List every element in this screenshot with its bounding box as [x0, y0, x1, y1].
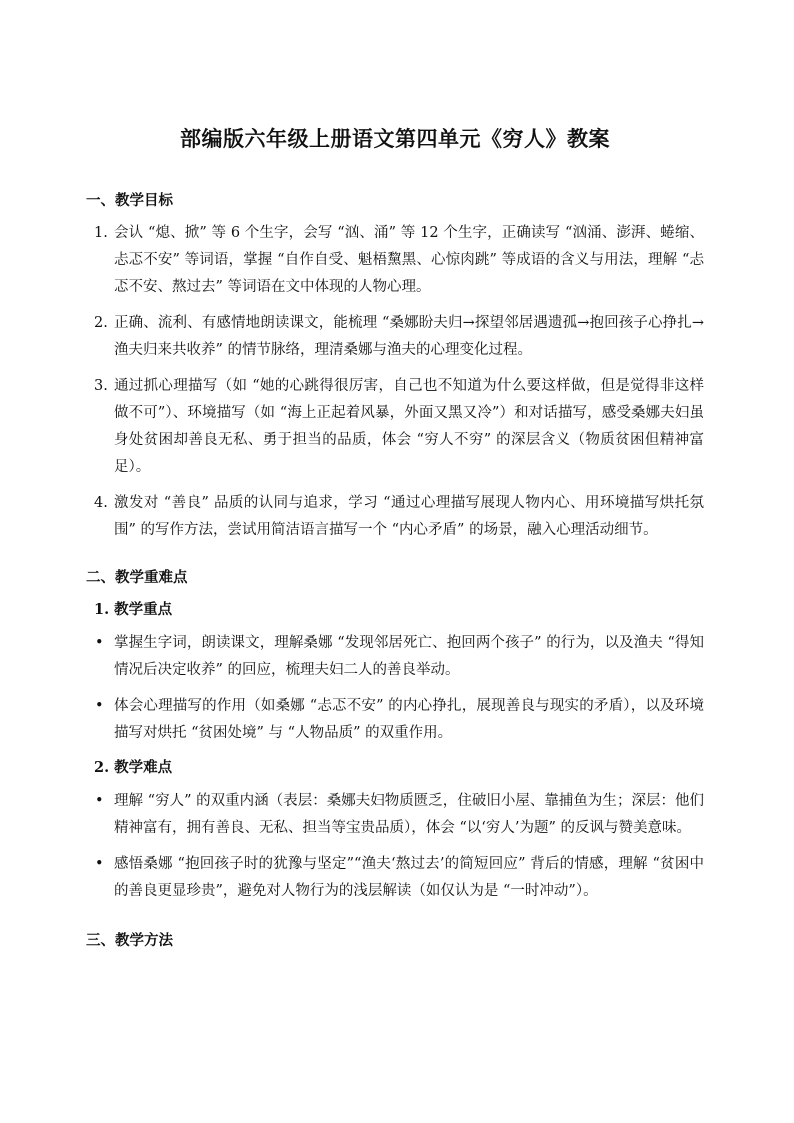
sub-heading-key-points: 1. 教学重点: [94, 601, 173, 618]
list-item: [86, 788, 704, 842]
document-title: 部编版六年级上册语文第四单元《穷人》教案: [180, 126, 610, 151]
list-item: [86, 630, 704, 684]
section-heading-teaching-methods: 三、教学方法: [86, 932, 173, 949]
sub-heading-difficult-points: 2. 教学难点: [94, 759, 173, 776]
bullet-icon: •: [95, 793, 104, 809]
key-points-list: [86, 630, 704, 747]
bullet-icon: •: [95, 698, 104, 714]
list-item: [86, 373, 704, 481]
item-text: 激发对 “善良” 品质的认同与追求，学习 “通过心理描写展现人物内心、用环境描写烘托氛围” 的写作方法，尝试用简洁语言描写一个 “内心矛盾” 的场景，融入心理活动细节。: [114, 495, 704, 538]
section-heading-key-difficult-points: 二、教学重难点: [86, 569, 188, 586]
item-number: 1.: [94, 225, 108, 241]
bullet-icon: •: [95, 856, 104, 872]
bullet-icon: •: [95, 635, 104, 651]
list-item: [86, 310, 704, 364]
list-item: [86, 220, 704, 301]
list-item: [86, 851, 704, 905]
item-text: 会认 “熄、掀” 等 6 个生字，会写 “汹、涌” 等 12 个生字，正确读写 “汹涌、澎湃、蜷缩、忐忑不安” 等词语，掌握 “自作自受、魁梧黧黑、心惊肉跳” 等成语的含义与用法，理解 “忐忑不安、熬过去” 等词语在文中体现的人物心理。: [114, 225, 704, 295]
item-number: 4.: [94, 495, 108, 511]
difficult-points-list: [86, 788, 704, 905]
item-text: 体会心理描写的作用（如桑娜 “忐忑不安” 的内心挣扎，展现善良与现实的矛盾），以及环境描写对烘托 “贫困处境” 与 “人物品质” 的双重作用。: [114, 698, 704, 741]
item-text: 感悟桑娜 “抱回孩子时的犹豫与坚定”“渔夫‘熬过去’的简短回应” 背后的情感，理解 “贫困中的善良更显珍贵”，避免对人物行为的浅层解读（如仅认为是 “一时冲动”）。: [114, 856, 704, 899]
item-text: 通过抓心理描写（如 “她的心跳得很厉害，自己也不知道为什么要这样做，但是觉得非这样做不可”）、环境描写（如 “海上正起着风暴，外面又黑又冷”）和对话描写，感受桑娜夫妇虽身处贫困却善良无私、勇于担当的品质，体会 “穷人不穷” 的深层含义（物质贫困但精神富足）。: [114, 378, 704, 475]
list-item: [86, 490, 704, 544]
item-text: 掌握生字词，朗读课文，理解桑娜 “发现邻居死亡、抱回两个孩子” 的行为，以及渔夫 “得知情况后决定收养” 的回应，梳理夫妇二人的善良举动。: [114, 635, 704, 678]
item-text: 正确、流利、有感情地朗读课文，能梳理 “桑娜盼夫归→探望邻居遇遗孤→抱回孩子心挣扎→渔夫归来共收养” 的情节脉络，理清桑娜与渔夫的心理变化过程。: [114, 315, 704, 358]
list-item: [86, 693, 704, 747]
teaching-goals-list: [86, 220, 704, 544]
item-number: 2.: [94, 315, 108, 331]
item-text: 理解 “穷人” 的双重内涵（表层：桑娜夫妇物质匮乏，住破旧小屋、靠捕鱼为生；深层：他们精神富有，拥有善良、无私、担当等宝贵品质），体会 “以‘穷人’为题” 的反讽与赞美意味。: [114, 793, 704, 836]
section-heading-teaching-goals: 一、教学目标: [86, 192, 173, 209]
item-number: 3.: [94, 378, 108, 394]
